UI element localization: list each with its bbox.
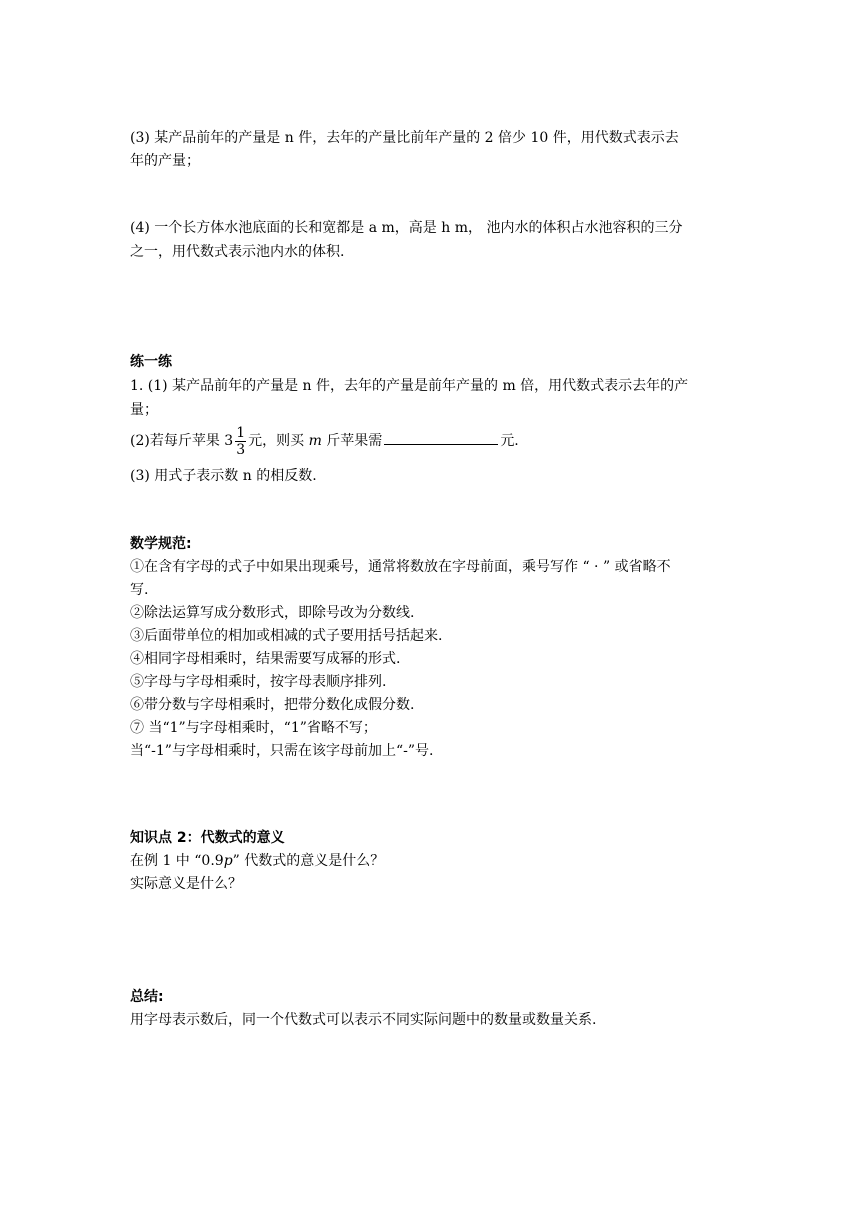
practice-heading: 练一练 [130,354,172,370]
norm-rule-2: ②除法运算写成分数形式，即除号改为分数线. [130,605,415,621]
norm-rule-6: ⑥带分数与字母相乘时，把带分数化成假分数. [130,697,415,713]
norm-rule-3: ③后面带单位的相加或相减的式子要用括号括起来. [130,628,443,644]
norm-rule-8: 当“-1”与字母相乘时，只需在该字母前加上“-”号. [130,743,434,759]
knowledge-point-2-q1 [130,851,384,871]
kp2-q1-var: p [223,853,233,869]
norm-rule-1-line-2: 写. [130,582,149,598]
kp2-q1-prefix: 在例 1 中 “0.9 [130,853,224,869]
summary-heading: 总结: [130,989,164,1005]
practice-q2 [130,424,519,458]
answer-blank[interactable] [384,430,498,445]
practice-q2-mid: 元，则买 [248,433,309,449]
kp2-q1-suffix: ” 代数式的意义是什么？ [232,853,385,869]
practice-q1-line-2: 量； [130,402,158,418]
problem-4-line-1: (4) 一个长方体水池底面的长和宽都是 a m，高是 h m， 池内水的体积占水池容积的三分 [130,220,683,236]
norm-rule-1-line-1: ①在含有字母的式子中如果出现乘号，通常将数放在字母前面，乘号写作 “ · ” 或省略不 [130,559,671,575]
problem-3-line-1: (3) 某产品前年的产量是 n 件，去年的产量比前年产量的 2 倍少 10 件，用代数式表示去 [130,130,679,146]
mixed-fraction [235,425,246,458]
practice-q2-prefix: (2)若每斤苹果 3 [130,433,234,449]
norm-rule-4: ④相同字母相乘时，结果需要写成幂的形式. [130,651,401,667]
problem-3-line-2: 年的产量； [130,153,200,169]
problem-4-line-2: 之一，用代数式表示池内水的体积. [130,244,345,260]
practice-q1-line-1: 1. (1) 某产品前年的产量是 n 件，去年的产量是前年产量的 m 倍，用代数式表示去年的产 [130,378,689,394]
summary-text: 用字母表示数后，同一个代数式可以表示不同实际问题中的数量或数量关系. [130,1012,597,1028]
practice-q2-var: m [308,433,322,449]
practice-q3: (3) 用式子表示数 n 的相反数. [130,468,317,484]
norm-rule-7: ⑦ 当“1”与字母相乘时，“1”省略不写； [130,720,377,736]
practice-q2-mid2: 斤苹果需 [321,433,383,449]
fraction-numerator: 1 [236,424,246,441]
knowledge-point-2-heading: 知识点 2：代数式的意义 [130,830,285,846]
knowledge-point-2-q2: 实际意义是什么？ [130,876,242,892]
norm-rule-5: ⑤字母与字母相乘时，按字母表顺序排列. [130,674,387,690]
norms-heading: 数学规范: [130,536,192,552]
fraction-denominator: 3 [236,441,246,458]
practice-q2-suffix: 元. [500,433,519,449]
